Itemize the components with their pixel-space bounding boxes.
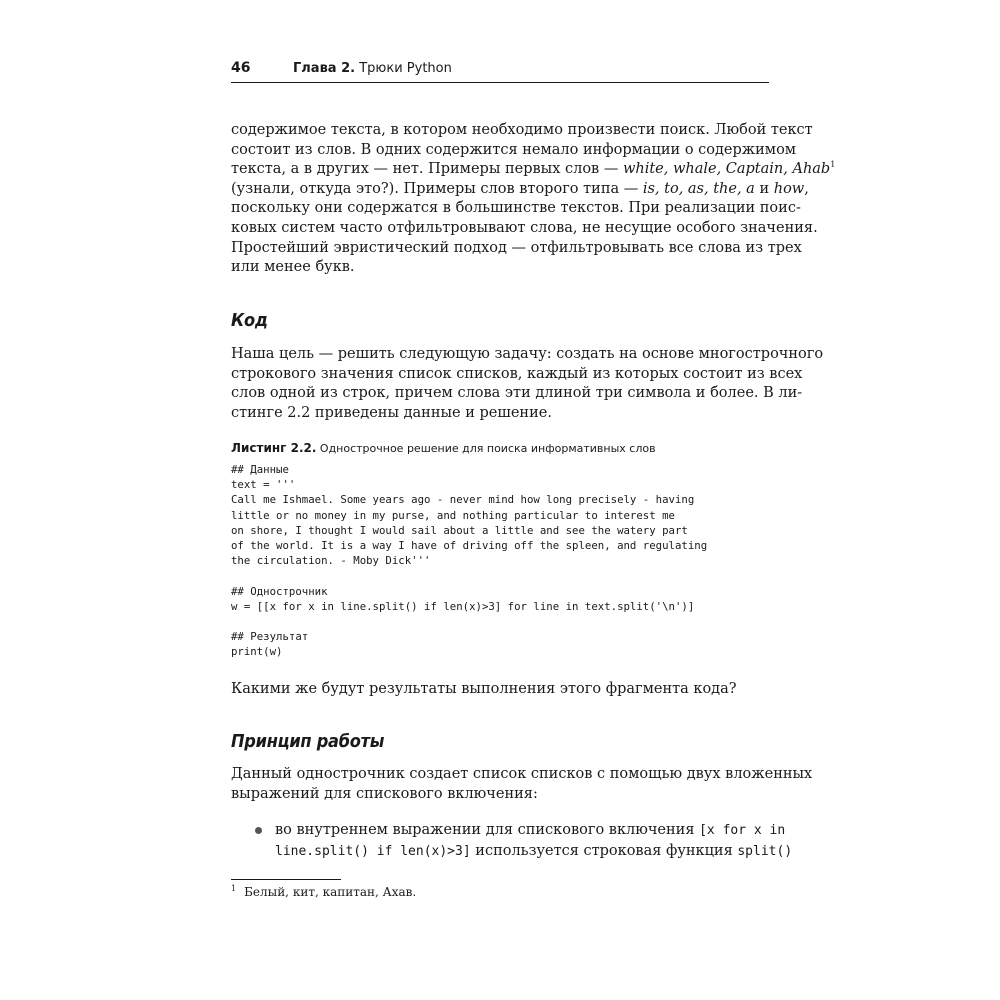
code-line: text = ''' [231, 478, 296, 492]
code-line: ## Однострочник [231, 584, 328, 598]
inline-code: [x for x in [699, 823, 786, 838]
text-fragment: , [804, 180, 809, 197]
code-line [231, 614, 707, 629]
footnote-divider [231, 879, 341, 880]
text-line [231, 160, 836, 180]
intro-paragraph [231, 121, 836, 278]
text-line: Простейший эвристический подход — отфильтровывать все слова из трех [231, 239, 802, 256]
text-fragment: и [754, 180, 774, 197]
text-line: стинге 2.2 приведены данные и решение. [231, 404, 552, 421]
code-listing [231, 462, 707, 659]
code-line: ## Результат [231, 630, 309, 644]
footnote-reference: 1 [830, 160, 836, 170]
code-line: on shore, I thought I would sail about a little and see the watery part [231, 523, 688, 537]
book-page [231, 0, 836, 1000]
question-paragraph [231, 680, 769, 700]
footnote-text: Белый, кит, капитан, Ахав. [244, 885, 417, 899]
code-line: the circulation. - Moby Dick''' [231, 554, 431, 568]
text-line [275, 820, 786, 841]
running-header [231, 60, 769, 83]
text-fragment: текста, а в других — нет. Примеры первых слов — [231, 161, 623, 178]
text-fragment: (узнали, откуда это?). Примеры слов второго типа — [231, 180, 643, 197]
text-fragment: используется строковая функция [470, 843, 738, 859]
code-line: little or no money in my purse, and nothing particular to interest me [231, 508, 675, 522]
text-line: Какими же будут результаты выполнения этого фрагмента кода? [231, 681, 737, 697]
listing-caption-text: Однострочное решение для поиска информативных слов [319, 442, 656, 455]
page-number: 46 [231, 60, 251, 76]
how-it-works-paragraph [231, 765, 813, 804]
text-fragment: во внутреннем выражении для спискового включения [275, 822, 700, 838]
text-line: слов одной из строк, причем слова эти длиной три символа и более. В ли- [231, 385, 803, 402]
code-line: w = [[x for x in line.split() if len(x)>3] for line in text.split('\n')] [231, 599, 695, 613]
code-line: print(w) [231, 645, 283, 659]
text-line: Данный однострочник создает список списков с помощью двух вложенных [231, 766, 813, 782]
example-words-italic: white, whale, Captain, Ahab [622, 161, 831, 178]
code-line: Call me Ishmael. Some years ago - never mind how long precisely - having [231, 493, 695, 507]
text-line: или менее букв. [231, 259, 355, 276]
text-line: Наша цель — решить следующую задачу: создать на основе многострочного [231, 346, 824, 362]
text-line: поскольку они содержатся в большинстве текстов. При реализации поис- [231, 200, 801, 217]
inline-code: split() [737, 844, 793, 859]
chapter-label: Глава 2. [293, 61, 356, 76]
inline-code: line.split() if len(x)>3] [275, 844, 471, 859]
bullet-list [255, 820, 793, 862]
text-line: выражений для спискового включения: [231, 785, 538, 802]
text-line: ковых систем часто отфильтровывают слова, не несущие особого значения. [231, 219, 818, 236]
bullet-dot-icon [255, 827, 262, 834]
example-words-italic: is, to, as, the, a [642, 180, 755, 197]
section-heading-how-it-works: Принцип работы [231, 731, 385, 752]
text-line [275, 841, 793, 862]
listing-label: Листинг 2.2. [231, 441, 317, 455]
code-line: ## Данные [231, 463, 289, 476]
goal-paragraph [231, 345, 824, 423]
text-line [231, 180, 809, 200]
text-line: содержимое текста, в котором необходимо произвести поиск. Любой текст [231, 122, 813, 138]
text-line: состоит из слов. В одних содержится немало информации о содержимом [231, 141, 797, 158]
listing-caption [231, 441, 656, 455]
code-line: of the world. It is a way I have of driving off the spleen, and regulating [231, 538, 708, 552]
example-word-italic: how [773, 180, 805, 197]
section-heading-code: Код [231, 310, 268, 331]
footnote [231, 885, 416, 899]
text-line: строкового значения список списков, каждый из которых состоит из всех [231, 365, 803, 382]
footnote-marker: 1 [231, 884, 237, 893]
chapter-title: Трюки Python [359, 61, 452, 76]
code-line [231, 568, 707, 583]
list-item [255, 820, 793, 862]
